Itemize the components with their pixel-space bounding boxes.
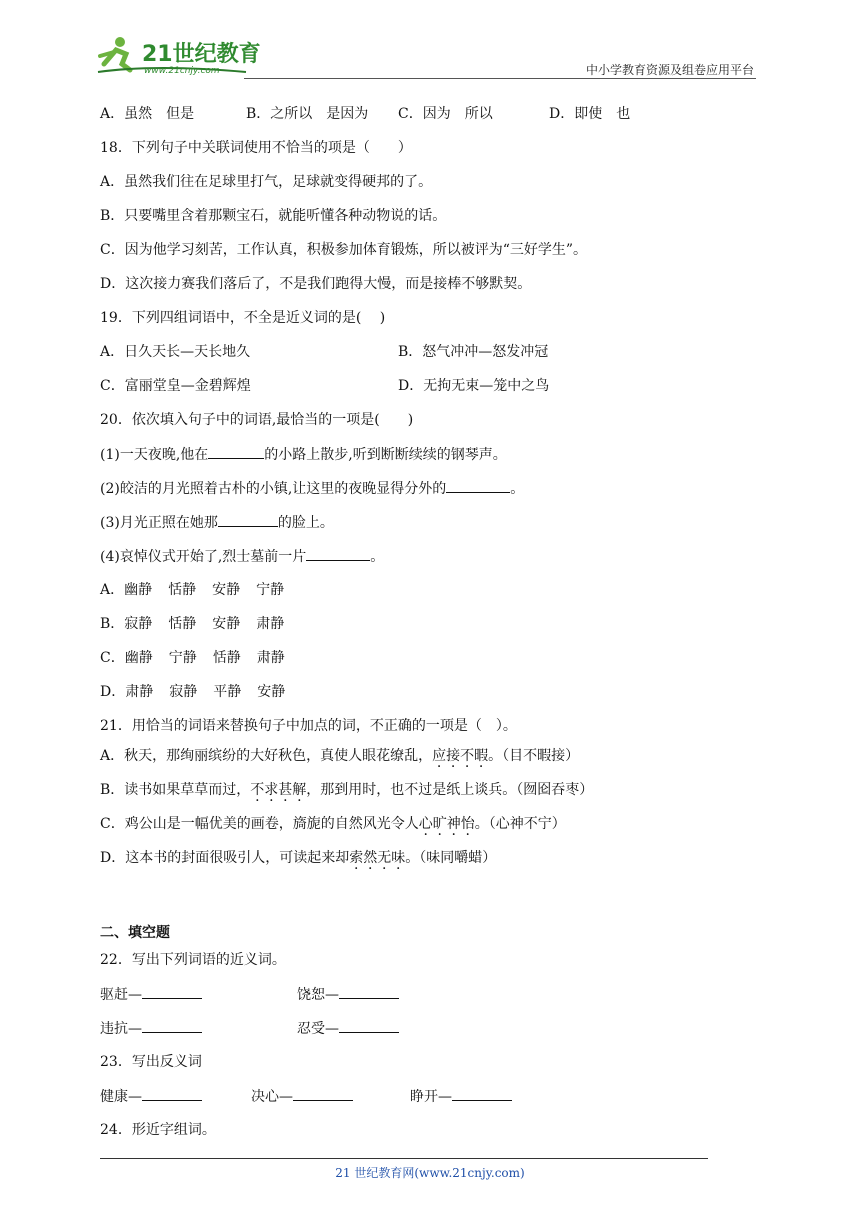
q20-sentence-2: (2)皎洁的月光照着古朴的小镇,让这里的夜晚显得分外的 。	[100, 478, 524, 499]
q20-stem: 20．依次填入句子中的词语,最恰当的一项是( )	[100, 412, 414, 428]
q17-option-c: C．因为 所以	[398, 106, 493, 122]
q23-item-3: 睁开—	[410, 1086, 512, 1107]
q17-option-d: D．即使 也	[549, 106, 631, 122]
q20-option-c: C．幽静 宁静 恬静 肃静	[100, 650, 285, 666]
q24-stem: 24．形近字组词。	[100, 1122, 216, 1138]
q21-option-c: C．鸡公山是一幅优美的画卷，旖旎的自然风光令人心旷神怡。（心神不宁）	[100, 816, 566, 832]
q18-option-b: B．只要嘴里含着那颗宝石，就能听懂各种动物说的话。	[100, 208, 447, 224]
dotted-word: 不求甚解	[250, 782, 307, 798]
q20-option-a: A．幽静 恬静 安静 宁静	[100, 582, 285, 598]
q18-option-a: A．虽然我们往在足球里打气，足球就变得硬邦的了。	[100, 174, 433, 190]
q21-option-b: B．读书如果草草而过，不求甚解，那到用时，也不过是纸上谈兵。（囫囵吞枣）	[100, 782, 594, 798]
q20-sentence-4: (4)哀悼仪式开始了,烈士墓前一片 。	[100, 546, 384, 567]
header-divider	[244, 78, 756, 79]
q23-stem: 23．写出反义词	[100, 1054, 202, 1070]
fill-blank	[208, 444, 264, 459]
q20-sentence-1: (1)一天夜晚,他在 的小路上散步,听到断断续续的钢琴声。	[100, 444, 507, 465]
fill-blank	[218, 512, 278, 527]
q22-stem: 22．写出下列词语的近义词。	[100, 952, 286, 968]
q23-item-2: 决心—	[251, 1086, 353, 1107]
q21-option-a: A．秋天，那绚丽缤纷的大好秋色，真使人眼花缭乱，应接不暇。（目不暇接）	[100, 748, 580, 764]
q17-option-a: A．虽然 但是	[100, 106, 195, 122]
q20-option-b: B．寂静 恬静 安静 肃静	[100, 616, 285, 632]
q22-item-3: 违抗—	[100, 1018, 202, 1039]
dotted-word: 心旷神怡	[418, 816, 475, 832]
q21-stem: 21．用恰当的词语来替换句子中加点的词，不正确的一项是（ ）。	[100, 718, 517, 734]
page-header	[96, 30, 756, 80]
q18-stem: 18．下列句子中关联词使用不恰当的项是（ ）	[100, 140, 412, 156]
section-title: 二、填空题	[100, 925, 170, 941]
q19-stem: 19．下列四组词语中，不全是近义词的是( )	[100, 310, 386, 326]
footer-divider	[100, 1158, 708, 1159]
q20-sentence-3: (3)月光正照在她那 的脸上。	[100, 512, 334, 533]
dotted-word: 索然无味	[349, 850, 406, 866]
dotted-word: 应接不暇	[432, 748, 489, 764]
q18-option-d: D．这次接力赛我们落后了，不是我们跑得大慢，而是接棒不够默契。	[100, 276, 532, 292]
q21-option-d: D．这本书的封面很吸引人，可读起来却索然无味。（味同嚼蜡）	[100, 850, 497, 866]
q22-item-4: 忍受—	[297, 1018, 399, 1039]
q19-option-c: C．富丽堂皇—金碧辉煌	[100, 378, 251, 394]
page-footer: 21 世纪教育网(www.21cnjy.com)	[335, 1166, 525, 1180]
platform-name: 中小学教育资源及组卷应用平台	[585, 63, 754, 77]
q19-option-b: B．怒气冲冲—怒发冲冠	[398, 344, 549, 360]
21cnjy-logo	[96, 34, 266, 76]
svg-text:www.21cnjy.com: www.21cnjy.com	[144, 66, 220, 76]
q19-option-a: A．日久天长—天长地久	[100, 344, 251, 360]
q20-option-d: D．肃静 寂静 平静 安静	[100, 684, 286, 700]
q22-item-1: 驱赶—	[100, 984, 202, 1005]
q22-item-2: 饶恕—	[297, 984, 399, 1005]
q19-option-d: D．无拘无束—笼中之鸟	[398, 378, 550, 394]
fill-blank	[306, 546, 370, 561]
fill-blank	[446, 478, 510, 493]
q17-option-b: B．之所以 是因为	[246, 106, 369, 122]
svg-text:21世纪教育: 21世纪教育	[142, 42, 261, 67]
q23-item-1: 健康—	[100, 1086, 202, 1107]
q18-option-c: C．因为他学习刻苦，工作认真，积极参加体育锻炼，所以被评为“三好学生”。	[100, 242, 588, 258]
